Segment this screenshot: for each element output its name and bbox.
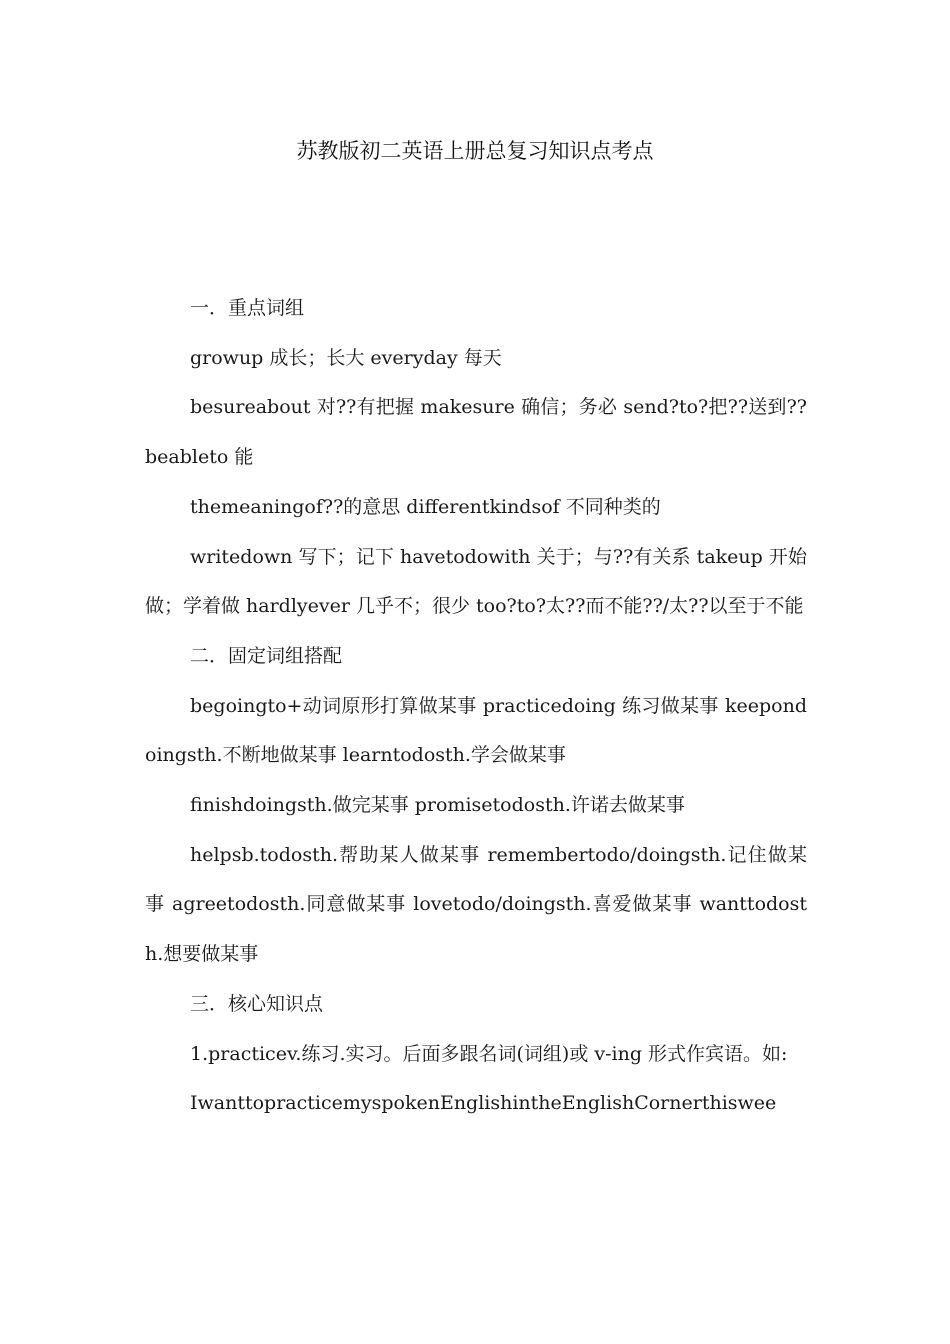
paragraph: themeaningof??的意思 differentkindsof 不同种类的 xyxy=(190,495,661,518)
section-heading-key-phrases: 一．重点词组 xyxy=(190,297,305,319)
paragraph: growup 成长；长大 everyday 每天 xyxy=(190,346,502,369)
section-heading-fixed-collocations: 二．固定词组搭配 xyxy=(190,644,343,667)
paragraph: besureabout 对??有把握 makesure 确信；务必 send?to?把??送到??beableto 能 xyxy=(145,396,807,469)
document-body xyxy=(145,284,807,1129)
paragraph-example-sentence: IwanttopracticemyspokenEnglishintheEnglishCornerthiswee xyxy=(190,1092,777,1115)
paragraph: helpsb.todosth.帮助某人做某事 remembertodo/doingsth.记住做某事 agreetodosth.同意做某事 lovetodo/doingsth.喜爱做某事 wanttodosth.想要做某事 xyxy=(145,843,807,966)
document-title: 苏教版初二英语上册总复习知识点考点 xyxy=(296,139,654,163)
section-heading-core-points: 三．核心知识点 xyxy=(190,992,324,1015)
paragraph: finishdoingsth.做完某事 promisetodosth.许诺去做某事 xyxy=(190,794,685,817)
paragraph: begoingto+动词原形打算做某事 practicedoing 练习做某事 keepondoingsth.不断地做某事 learntodosth.学会做某事 xyxy=(145,694,807,767)
paragraph: writedown 写下；记下 havetodowith 关于；与??有关系 takeup 开始做；学着做 hardlyever 几乎不；很少 too?to?太??而不能??/太??以至于不能 xyxy=(145,545,807,618)
paragraph: 1.practicev.练习.实习。后面多跟名词(词组)或 v-ing 形式作宾语。如: xyxy=(190,1042,788,1065)
